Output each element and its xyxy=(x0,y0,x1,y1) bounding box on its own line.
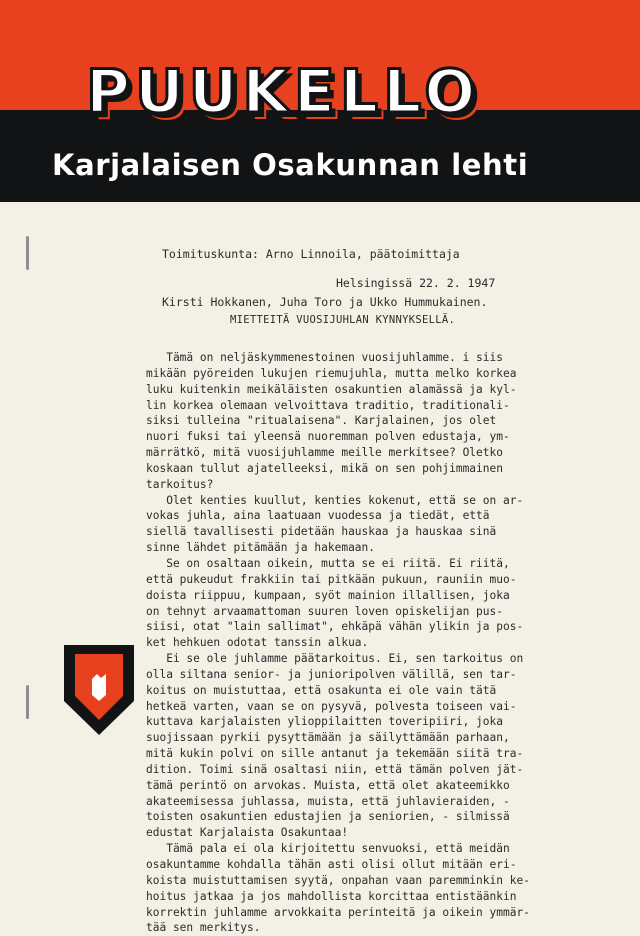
body-line: märrätkö, mitä vuosijuhlamme meille merkitsee? Oletko xyxy=(146,446,503,460)
body-line: nuori fuksi tai yleensä nuoremman polven edustaja, ym- xyxy=(146,430,510,444)
body-line: koitus on muistuttaa, että osakunta ei ole vain tätä xyxy=(146,683,497,697)
body-line: tarkoitus? xyxy=(146,477,214,491)
staple-top xyxy=(26,236,29,270)
staple-bottom xyxy=(26,685,29,719)
body-line: on tehnyt arvaamattoman suuren loven opiskelijan pus- xyxy=(146,604,503,618)
body-line: Tämä on neljäskymmenestoinen vuosijuhlamme. i siis xyxy=(146,351,503,364)
body-line: lin korkea olemaan velvoittava traditio, traditionali- xyxy=(146,398,510,412)
body-line: Se on osaltaan oikein, mutta se ei riitä. Ei riitä, xyxy=(146,556,510,570)
body-line: siisi, otat "lain sallimat", ehkäpä vähän ylikin ja pos- xyxy=(146,620,524,634)
body-line: korrektin juhlamme arvokkaita perinteitä ja oikein ymmär- xyxy=(146,905,530,919)
body-line: vokas juhla, aina laatuaan vuodessa ja tiedät, että xyxy=(146,509,490,523)
dateline: Helsingissä 22. 2. 1947 xyxy=(336,276,496,290)
editorial-board xyxy=(162,214,487,326)
body-line: hetkeä varten, vaan se on pysyvä, polvesta toiseen vai- xyxy=(146,699,517,713)
body-line: siksi tulleina "ritualaisena". Karjalainen, jos olet xyxy=(146,414,497,428)
editorial-line: Toimituskunta: Arno Linnoila, päätoimittaja xyxy=(162,247,460,261)
body-line: ket hehkuen odotat tanssin alkua. xyxy=(146,636,369,650)
body-line: Ei se ole juhlamme päätarkoitus. Ei, sen tarkoitus on xyxy=(146,652,524,666)
body-line: edustat Karjalaista Osakuntaa! xyxy=(146,826,349,840)
body-line: Olet kenties kuullut, kenties kokenut, että se on ar- xyxy=(146,493,524,507)
body-line: koskaan tullut ajatelleeksi, mikä on sen pohjimmainen xyxy=(146,461,503,475)
body-line: tämä perintö on arvokas. Muista, että olet akateemikko xyxy=(146,778,510,792)
body-line: olla siltana senior- ja junioripolven välillä, sen tar- xyxy=(146,667,517,681)
masthead-subtitle: Karjalaisen Osakunnan lehti xyxy=(52,148,529,182)
body-line: suojissaan pyrkii pysyttämään ja säilyttämään parhaan, xyxy=(146,731,510,745)
body-line: toisten osakuntien edustajien ja seniorien, - silmissä xyxy=(146,810,510,824)
masthead-logo: PUUKELLO xyxy=(86,57,481,127)
body-line: dition. Toimi sinä osaltasi niin, että tämän polven jät- xyxy=(146,762,524,776)
body-line: että pukeudut frakkiin tai pitkään pukuun, rauniin muo- xyxy=(146,572,517,586)
body-line: koista muistuttamisen syytä, onpahan vaan paremminkin ke- xyxy=(146,873,530,887)
body-line: siellä tavallisesti pidetään hauskaa ja hauskaa sinä xyxy=(146,525,497,539)
body-line: Tämä pala ei ola kirjoitettu senvuoksi, että meidän xyxy=(146,842,510,856)
body-line: luku kuitenkin meikäläisten osakuntien alamässä ja kyl- xyxy=(146,382,517,396)
body-line: kuttava karjalaisten ylioppilaitten toveripiiri, joka xyxy=(146,715,503,729)
body-line: tää sen merkitys. xyxy=(146,921,261,935)
editorial-line: Kirsti Hokkanen, Juha Toro ja Ukko Hummukainen. xyxy=(162,295,488,309)
body-line: sinne lähdet pitämään ja hakemaan. xyxy=(146,541,376,555)
article-body xyxy=(146,350,626,936)
body-line: akateemisessa juhlassa, muista, että juhlavieraiden, - xyxy=(146,794,510,808)
body-line: osakuntamme kohdalla tähän asti olisi ollut mitään eri- xyxy=(146,858,517,871)
body-line: mitä kukin polvi on sille antanut ja tekemään siitä tra- xyxy=(146,747,524,761)
article-heading: MIETTEITÄ VUOSIJUHLAN KYNNYKSELLÄ. xyxy=(230,314,456,326)
body-line: doista riippuu, kumpaan, syöt mainion illallisen, joka xyxy=(146,588,510,602)
body-line: mikään pyöreiden lukujen riemujuhla, mutta melko korkea xyxy=(146,366,517,380)
shield-emblem-icon xyxy=(62,643,136,737)
body-line: hoitus jatkaa ja jos mahdollista korcittaa entistäänkin xyxy=(146,889,517,903)
